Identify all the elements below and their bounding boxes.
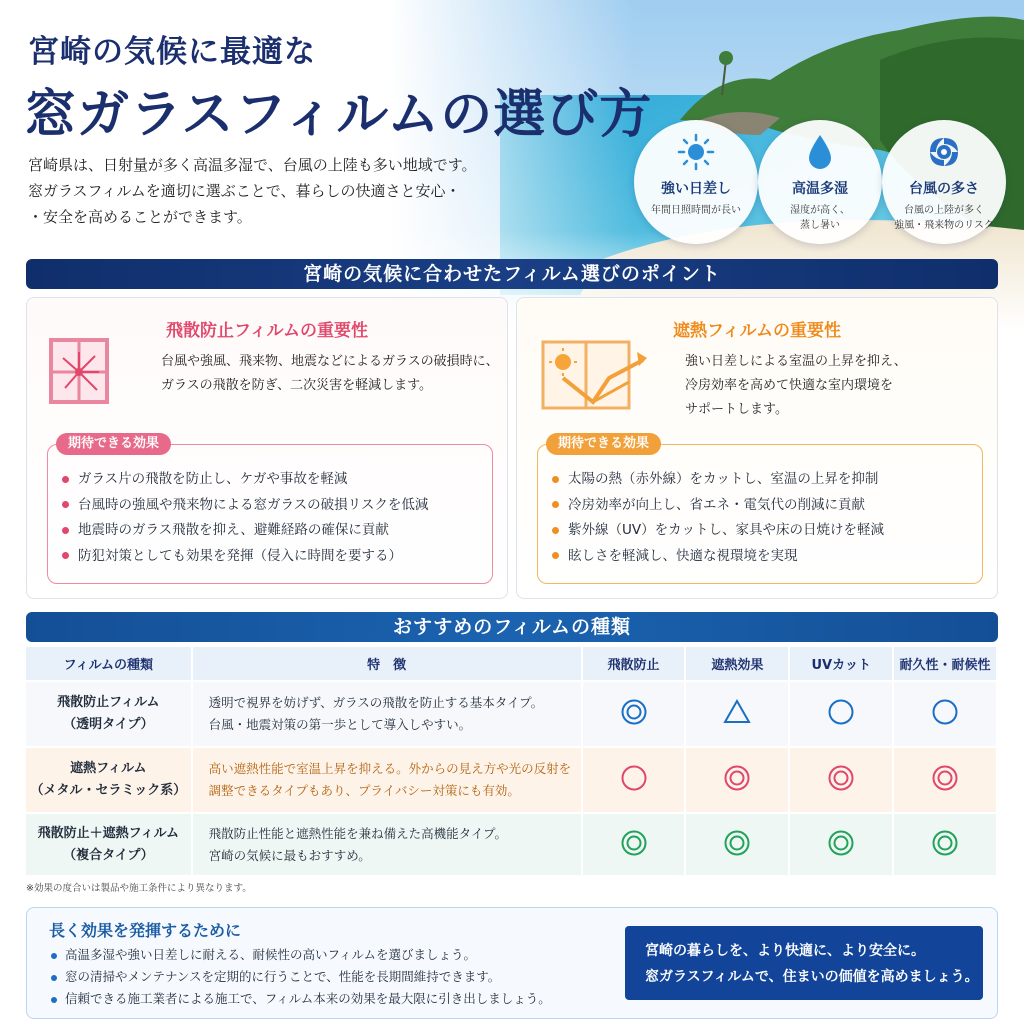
circle-mark-icon (620, 764, 648, 792)
list-item-text: 窓の清掃やメンテナンスを定期的に行うことで、性能を長期間維持できます。 (65, 969, 501, 984)
table-row (26, 681, 997, 747)
list-item (62, 467, 428, 493)
feature-humidity (758, 120, 882, 244)
film-name (26, 813, 192, 875)
panel-heading: 飛散防止フィルムの重要性 (166, 321, 368, 341)
feature-desc-line: 蒸し暑い (800, 220, 840, 231)
effects-list (62, 467, 428, 569)
table-row (26, 813, 997, 875)
intro-text (28, 152, 498, 230)
film-desc-line: 宮崎の気候に最もおすすめ。 (208, 847, 371, 863)
panel-text (685, 350, 907, 422)
bullet-icon (51, 953, 57, 959)
rating-cell (893, 813, 997, 875)
double-circle-mark-icon (620, 829, 648, 857)
intro-line: 宮崎県は、日射量が多く高温多湿で、台風の上陸も多い地域です。 (28, 156, 477, 174)
water-drop-icon (758, 132, 882, 172)
double-circle-mark-icon (931, 829, 959, 857)
rating-cell (582, 747, 686, 813)
title-line-1: 宮崎の気候に最適な (28, 34, 316, 70)
column-header: UVカット (789, 647, 893, 681)
list-item (552, 467, 884, 493)
panel-text-line: 強い日差しによる室温の上昇を抑え、 (685, 354, 907, 369)
effects-box (537, 436, 983, 584)
film-desc-line: 調整できるタイプもあり、プライバシー対策にも有効。 (208, 783, 520, 798)
effects-tag: 期待できる効果 (56, 433, 171, 455)
list-item-text: 高温多湿や強い日差しに耐える、耐候性の高いフィルムを選びましょう。 (65, 947, 477, 962)
effects-list (552, 467, 884, 569)
list-item-text: 地震時のガラス飛散を抑え、避難経路の確保に貢献 (78, 522, 389, 538)
bullet-icon (552, 476, 559, 483)
rating-cell (789, 681, 893, 747)
panel-text-line: 冷房効率を高めて快適な室内環境を (685, 378, 894, 393)
film-name-line: （透明タイプ） (63, 717, 154, 732)
list-item-text: 冷房効率が向上し、省エネ・電気代の削減に貢献 (568, 496, 865, 513)
rating-cell (789, 813, 893, 875)
typhoon-icon (882, 132, 1006, 172)
list-item-text: 防犯対策としても効果を発揮（侵入に時間を要する） (78, 547, 402, 564)
list-item-text: ガラス片の飛散を防止し、ケガや事故を軽減 (78, 471, 348, 487)
column-header: 飛散防止 (582, 647, 686, 681)
feature-title: 高温多湿 (792, 181, 848, 197)
list-item (51, 966, 551, 988)
feature-desc-line: 湿度が高く、 (790, 205, 850, 216)
list-item (51, 988, 551, 1010)
list-item (62, 544, 428, 570)
section-types-title: おすすめのフィルムの種類 (26, 612, 998, 642)
film-desc-line: 飛散防止性能と遮熱性能を兼ね備えた高機能タイプ。 (208, 825, 508, 841)
list-item (552, 493, 884, 519)
maintenance-list (51, 944, 551, 1010)
title-line-2: 窓ガラスフィルムの選び方 (24, 84, 653, 145)
panel-text-line: サポートします。 (685, 402, 788, 417)
double-circle-mark-icon (827, 764, 855, 792)
double-circle-mark-icon (723, 764, 751, 792)
callout-line: 宮崎の暮らしを、より快適に、より安全に。 (645, 943, 925, 959)
film-comparison-table (26, 647, 998, 875)
film-name-line: 飛散防止＋遮熱フィルム (37, 825, 180, 841)
bullet-icon (51, 997, 57, 1003)
closing-callout (625, 926, 983, 1000)
bullet-icon (62, 501, 69, 508)
column-header: 耐久性・耐候性 (893, 647, 997, 681)
bullet-icon (552, 552, 559, 559)
circle-mark-icon (931, 698, 959, 726)
maintenance-box (26, 907, 998, 1019)
table-row (26, 747, 997, 813)
rating-cell (685, 681, 789, 747)
feature-desc-line: 強風・飛来物のリスク (894, 220, 994, 231)
panel-text-line: 台風や強風、飛来物、地震などによるガラスの破損時に、 (161, 354, 499, 369)
feature-desc (882, 203, 1006, 233)
list-item (552, 518, 884, 544)
film-desc (192, 813, 582, 875)
list-item-text: 台風時の強風や飛来物による窓ガラスの破損リスクを低減 (78, 496, 429, 513)
rating-cell (582, 681, 686, 747)
effects-box (47, 436, 493, 584)
section-points-title: 宮崎の気候に合わせたフィルム選びのポイント (26, 259, 998, 289)
film-desc-line: 透明で視界を妨げず、ガラスの飛散を防止する基本タイプ。 (208, 695, 544, 710)
list-item-text: 紫外線（UV）をカットし、家具や床の日焼けを軽減 (568, 522, 884, 538)
list-item-text: 太陽の熱（赤外線）をカットし、室温の上昇を抑制 (568, 471, 879, 487)
rating-cell (789, 747, 893, 813)
sun-icon (634, 132, 758, 172)
panel-heading: 遮熱フィルムの重要性 (673, 321, 841, 341)
double-circle-mark-icon (620, 698, 648, 726)
effects-tag: 期待できる効果 (546, 433, 661, 455)
table-header-row (26, 647, 997, 681)
bullet-icon (552, 527, 559, 534)
heat-film-panel (516, 297, 998, 599)
double-circle-mark-icon (827, 829, 855, 857)
film-name-line: 飛散防止フィルム (57, 695, 160, 710)
list-item (51, 944, 551, 966)
film-name (26, 747, 192, 813)
intro-line: ・安全を高めることができます。 (28, 208, 252, 226)
bullet-icon (51, 975, 57, 981)
rating-cell (685, 747, 789, 813)
film-desc (192, 681, 582, 747)
panel-text (161, 350, 499, 398)
circle-mark-icon (827, 698, 855, 726)
list-item (62, 493, 428, 519)
feature-title: 台風の多さ (909, 181, 979, 197)
bullet-icon (62, 552, 69, 559)
film-name-line: （複合タイプ） (63, 847, 154, 863)
intro-line: 窓ガラスフィルムを適切に選ぶことで、暮らしの快適さと安心・ (28, 182, 461, 200)
bullet-icon (552, 501, 559, 508)
callout-line: 窓ガラスフィルムで、住まいの価値を高めましょう。 (645, 969, 979, 985)
rating-cell (685, 813, 789, 875)
feature-strong-sunlight (634, 120, 758, 244)
rating-cell (893, 681, 997, 747)
double-circle-mark-icon (723, 829, 751, 857)
feature-desc-line: 年間日照時間が長い (651, 205, 741, 216)
film-desc-line: 台風・地震対策の第一歩として導入しやすい。 (208, 717, 472, 732)
list-item (552, 544, 884, 570)
shatter-film-panel (26, 297, 508, 599)
bullet-icon (62, 527, 69, 534)
rating-cell (582, 813, 686, 875)
list-item-text: 信頼できる施工業者による施工で、フィルム本来の効果を最大限に引き出しましょう。 (65, 991, 551, 1006)
column-header: フィルムの種類 (26, 647, 192, 681)
column-header: 遮熱効果 (685, 647, 789, 681)
feature-title: 強い日差し (661, 181, 731, 197)
film-name-line: 遮熱フィルム (70, 761, 147, 776)
feature-desc (758, 203, 882, 233)
table-footnote: ※効果の度合いは製品や施工条件により異なります。 (26, 883, 252, 894)
film-desc (192, 747, 582, 813)
bullet-icon (62, 476, 69, 483)
maintenance-title: 長く効果を発揮するために (49, 921, 242, 940)
triangle-mark-icon (723, 698, 751, 726)
list-item (62, 518, 428, 544)
panel-text-line: ガラスの飛散を防ぎ、二次災害を軽減します。 (161, 378, 433, 393)
broken-window-icon (49, 338, 141, 410)
column-header: 特 徴 (192, 647, 582, 681)
heat-window-icon (539, 338, 631, 410)
film-name-line: （メタル・セラミック系） (30, 783, 187, 798)
list-item-text: 眩しさを軽減し、快適な視環境を実現 (568, 547, 798, 564)
film-desc-line: 高い遮熱性能で室温上昇を抑える。外からの見え方や光の反射を (208, 761, 572, 776)
feature-desc-line: 台風の上陸が多く (904, 205, 984, 216)
film-name (26, 681, 192, 747)
double-circle-mark-icon (931, 764, 959, 792)
feature-desc (634, 203, 758, 218)
feature-typhoon (882, 120, 1006, 244)
rating-cell (893, 747, 997, 813)
